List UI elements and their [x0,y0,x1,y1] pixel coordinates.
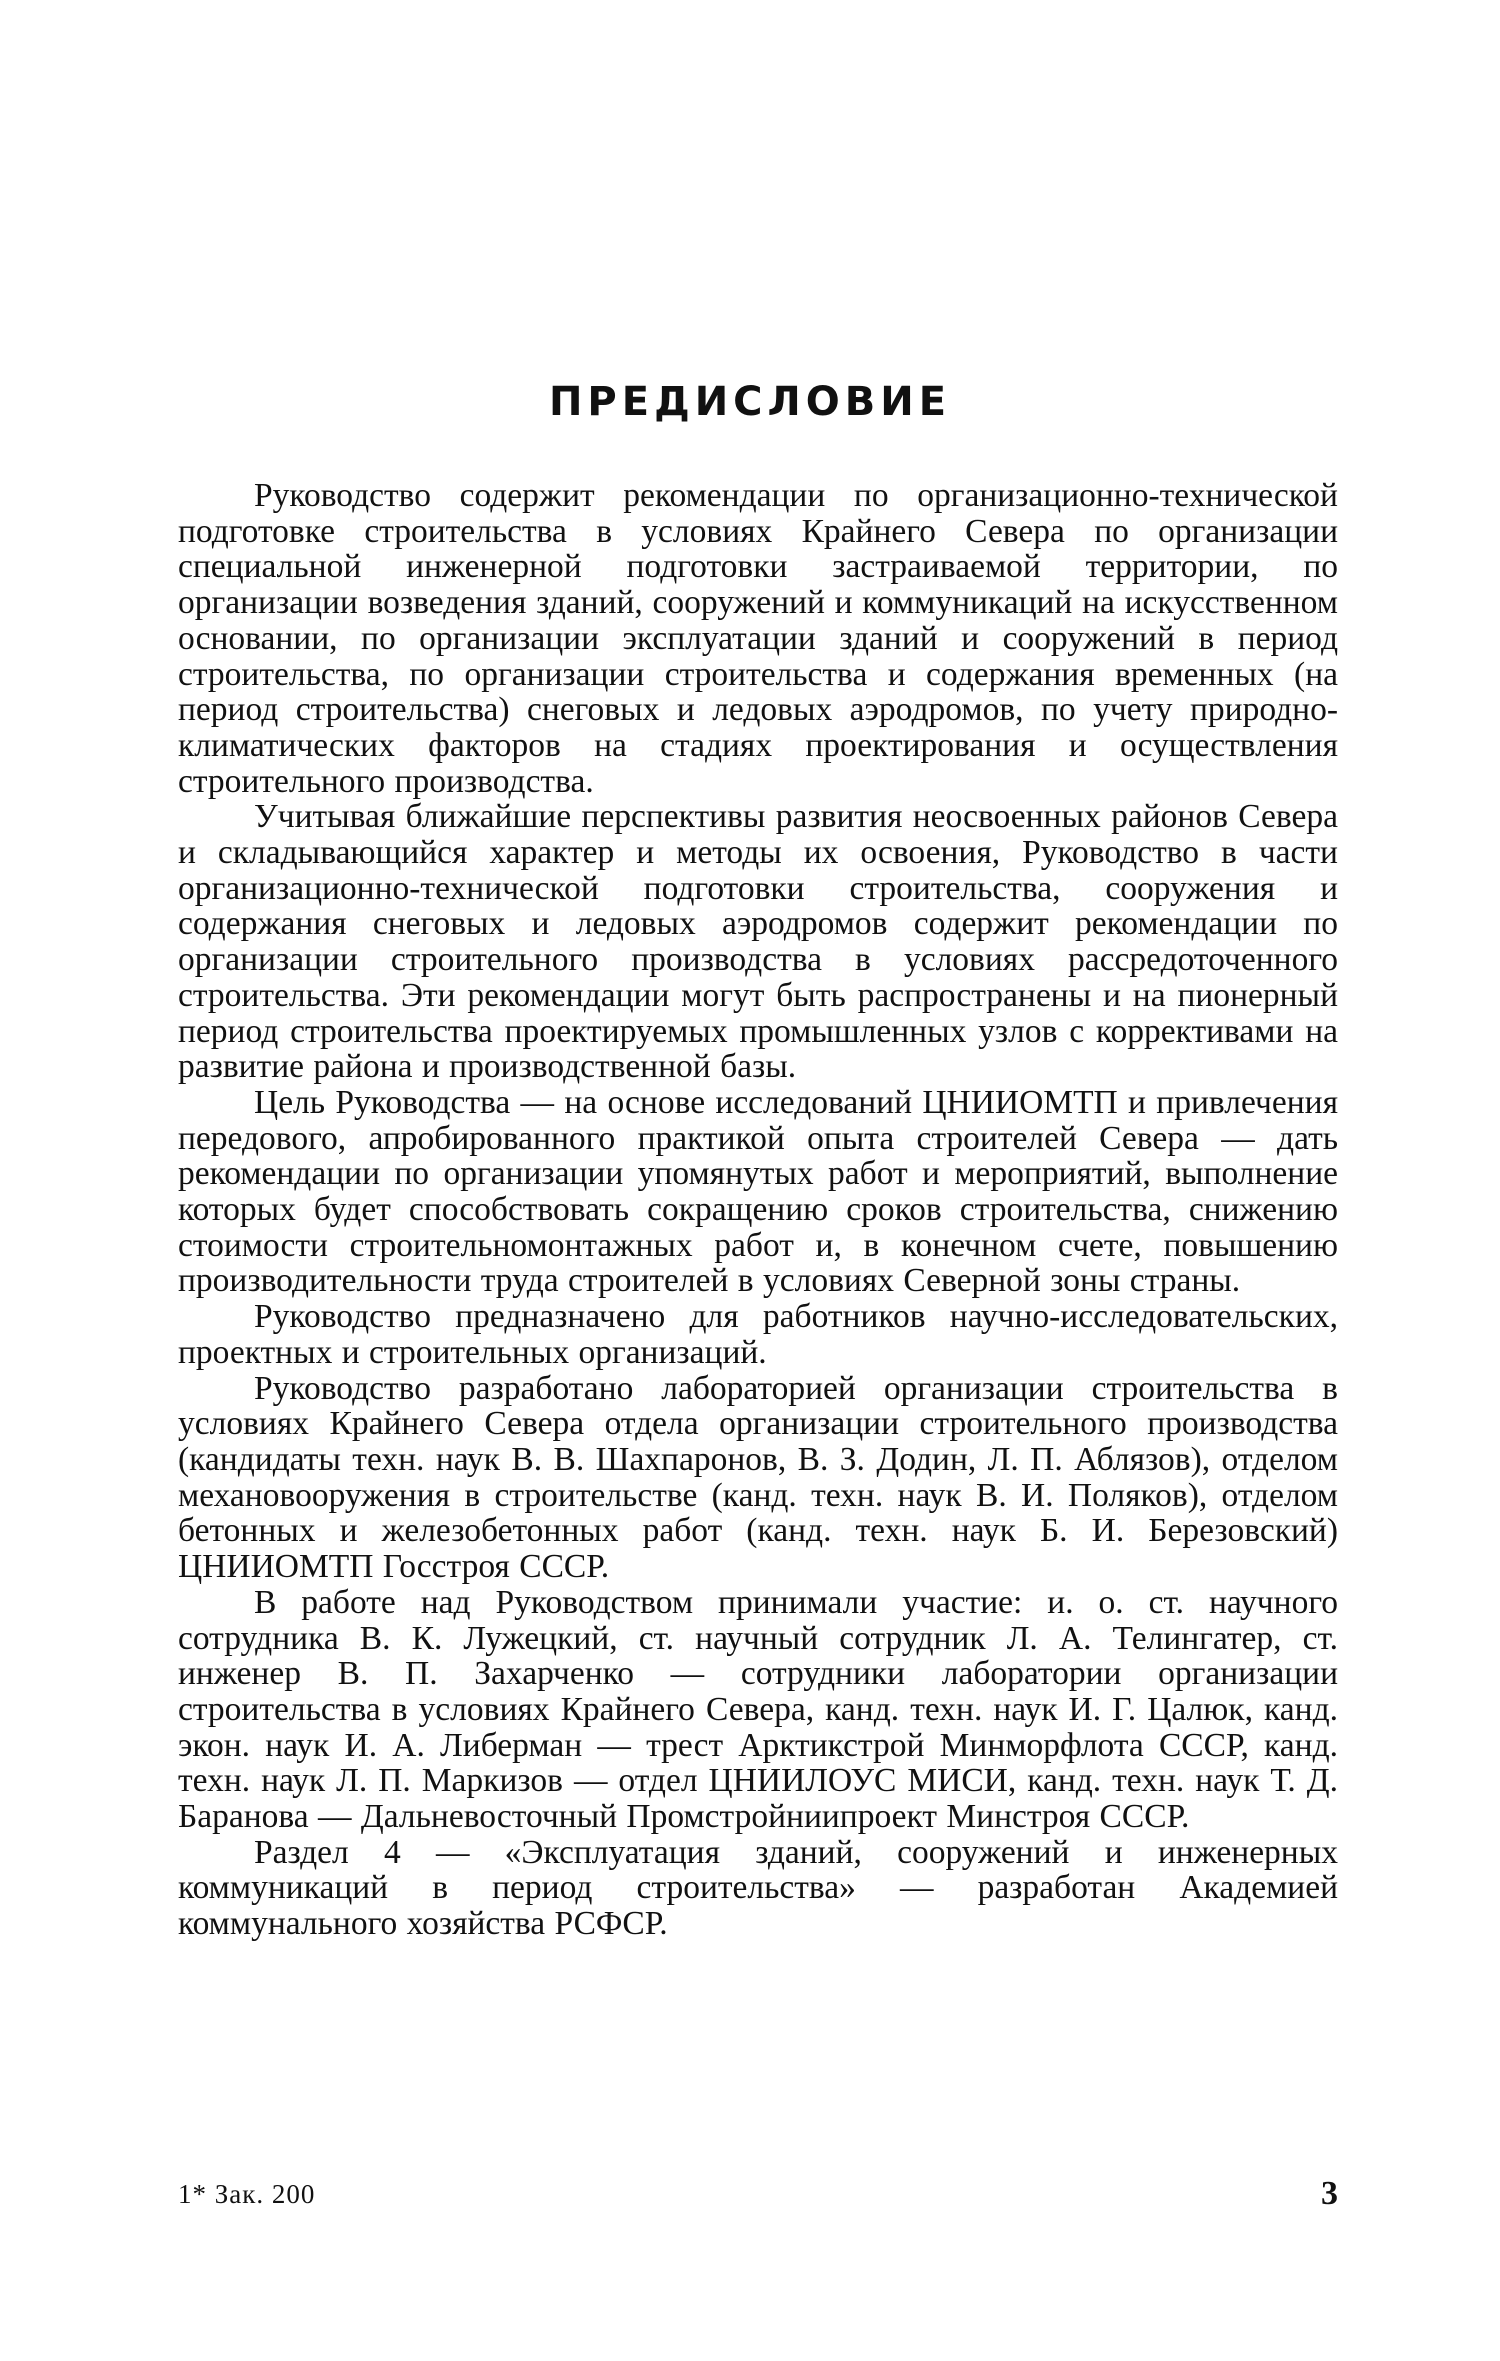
paragraph-4: Руководство предназначено для работников научно-исследовательских, проектных и строительных организаций. [178,1298,1338,1371]
paragraph-3: Цель Руководства — на основе исследований ЦНИИОМТП и привлечения передового, апробированного практикой опыта строителей Севера — дать рекомендации по организации упомянутых работ и мероприятий, выполнение которых будет способствовать сокращению сроков строительства, снижению стоимости строительномонтажных работ и, в конечном счете, повышению производительности труда строителей в условиях Северной зоны страны. [178,1083,1338,1300]
printer-signature: 1* Зак. 200 [178,2179,316,2209]
page-number: 3 [1321,2175,1338,2212]
page-footer [178,2175,1338,2215]
paragraph-2: Учитывая ближайшие перспективы развития неосвоенных районов Севера и складывающийся характер и методы их освоения, Руководство в части организационно-технической подготовки строительства, сооружения и содержания снеговых и ледовых аэродромов содержит рекомендации по организации строительного производства в условиях рассредоточенного строительства. Эти рекомендации могут быть распространены и на пионерный период строительства проектируемых промышленных узлов с коррективами на развитие района и производственной базы. [178,798,1338,1086]
page-title: ПРЕДИСЛОВИЕ [548,379,952,425]
body-text [178,478,1338,1942]
paragraph-7: Раздел 4 — «Эксплуатация зданий, сооружений и инженерных коммуникаций в период строительства» — разработан Академией коммунального хозяйства РСФСР. [178,1833,1338,1943]
paragraph-5: Руководство разработано лабораторией организации строительства в условиях Крайнего Севера отдела организации строительного производства (кандидаты техн. наук В. В. Шахпаронов, В. З. Додин, Л. П. Аблязов), отделом механовооружения в строительстве (канд. техн. наук В. И. Поляков), отделом бетонных и железобетонных работ (канд. техн. наук Б. И. Березовский) ЦНИИОМТП Госстроя СССР. [178,1369,1338,1586]
paragraph-6: В работе над Руководством принимали участие: и. о. ст. научного сотрудника В. К. Лужецкий, ст. научный сотрудник Л. А. Телингатер, ст. инженер В. П. Захарченко — сотрудники лаборатории организации строительства в условиях Крайнего Севера, канд. техн. наук И. Г. Цалюк, канд. экон. наук И. А. Либерман — трест Арктикстрой Минморфлота СССР, канд. техн. наук Л. П. Маркизов — отдел ЦНИИЛОУС МИСИ, канд. техн. наук Т. Д. Баранова — Дальневосточный Промстройниипроект Минстроя СССР. [178,1583,1338,1836]
paragraph-1: Руководство содержит рекомендации по организационно-технической подготовке строительства в условиях Крайнего Севера по организации специальной инженерной подготовки застраиваемой территории, по организации возведения зданий, сооружений и коммуникаций на искусственном основании, по организации эксплуатации зданий и сооружений в период строительства, по организации строительства и содержания временных (на период строительства) снеговых и ледовых аэродромов, по учету природно-климатических факторов на стадиях проектирования и осуществления строительного производства. [178,477,1338,800]
